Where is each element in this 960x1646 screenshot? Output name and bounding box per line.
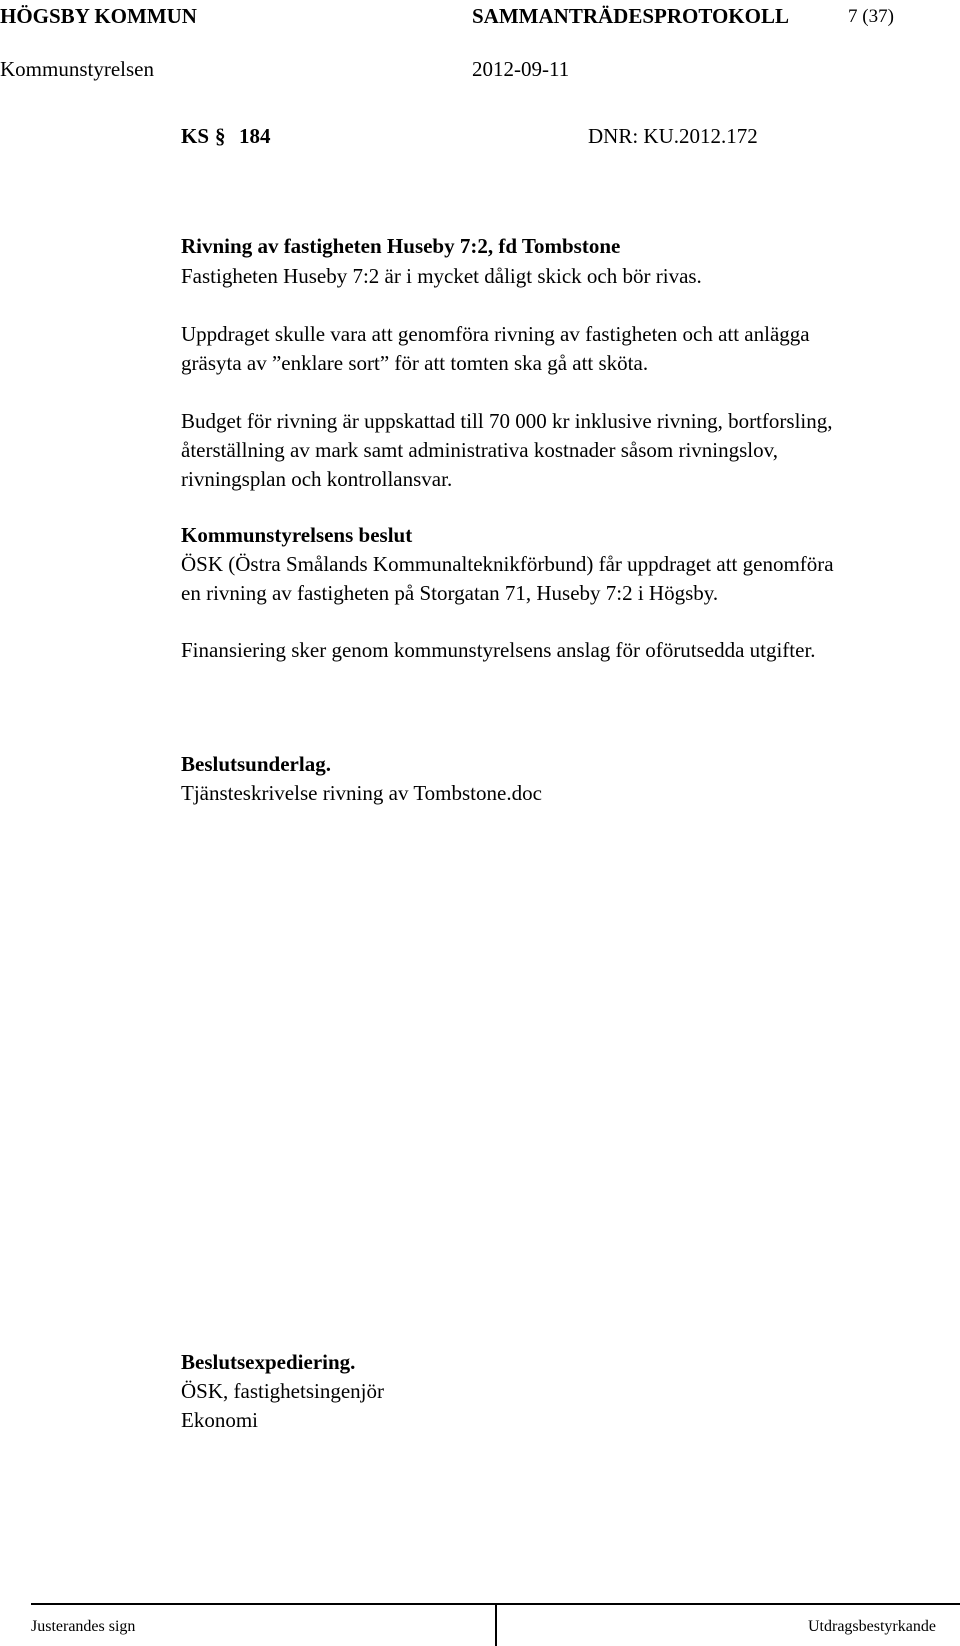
case-number: 184 bbox=[239, 124, 271, 148]
basis-attachment: Tjänsteskrivelse rivning av Tombstone.doc bbox=[181, 781, 542, 805]
municipality-name: HÖGSBY KOMMUN bbox=[0, 4, 197, 28]
paragraph-line: en rivning av fastigheten på Storgatan 71, Huseby 7:2 i Högsby. bbox=[181, 581, 719, 605]
dispatch-recipient: Ekonomi bbox=[181, 1408, 258, 1432]
paragraph-line: Budget för rivning är uppskattad till 70 000 kr inklusive rivning, bortforsling, bbox=[181, 409, 833, 433]
case-prefix: KS bbox=[181, 124, 210, 148]
paragraph-2 bbox=[181, 320, 951, 378]
dispatch-heading: Beslutsexpediering. bbox=[181, 1350, 356, 1374]
paragraph-1 bbox=[181, 262, 951, 291]
paragraph-line: gräsyta av ”enklare sort” för att tomten ska gå att sköta. bbox=[181, 351, 649, 375]
section-symbol: § bbox=[215, 124, 226, 148]
meeting-date: 2012-09-11 bbox=[472, 57, 570, 81]
case-title: Rivning av fastigheten Huseby 7:2, fd Tombstone bbox=[181, 234, 621, 258]
footer-certification-label: Utdragsbestyrkande bbox=[808, 1618, 936, 1635]
dispatch-recipient: ÖSK, fastighetsingenjör bbox=[181, 1379, 384, 1403]
basis-heading: Beslutsunderlag. bbox=[181, 752, 331, 776]
paragraph-line: ÖSK (Östra Smålands Kommunalteknikförbund) får uppdraget att genomföra bbox=[181, 552, 834, 576]
decision-heading: Kommunstyrelsens beslut bbox=[181, 523, 413, 547]
paragraph-line: återställning av mark samt administrativa kostnader såsom rivningslov, bbox=[181, 438, 779, 462]
page-number: 7 (37) bbox=[848, 6, 894, 27]
footer-column-divider bbox=[495, 1603, 497, 1646]
case-dnr: DNR: KU.2012.172 bbox=[588, 124, 758, 148]
committee-name: Kommunstyrelsen bbox=[0, 57, 154, 81]
decision-text bbox=[181, 550, 951, 608]
footer-signature-label: Justerandes sign bbox=[31, 1618, 136, 1635]
paragraph-line: rivningsplan och kontrollansvar. bbox=[181, 467, 453, 491]
paragraph-3 bbox=[181, 407, 951, 494]
financing-text: Finansiering sker genom kommunstyrelsens anslag för oförutsedda utgifter. bbox=[181, 638, 816, 662]
paragraph-line: Fastigheten Huseby 7:2 är i mycket dåligt skick och bör rivas. bbox=[181, 264, 702, 288]
document-type: SAMMANTRÄDESPROTOKOLL bbox=[472, 4, 789, 28]
paragraph-line: Uppdraget skulle vara att genomföra rivning av fastigheten och att anlägga bbox=[181, 322, 810, 346]
